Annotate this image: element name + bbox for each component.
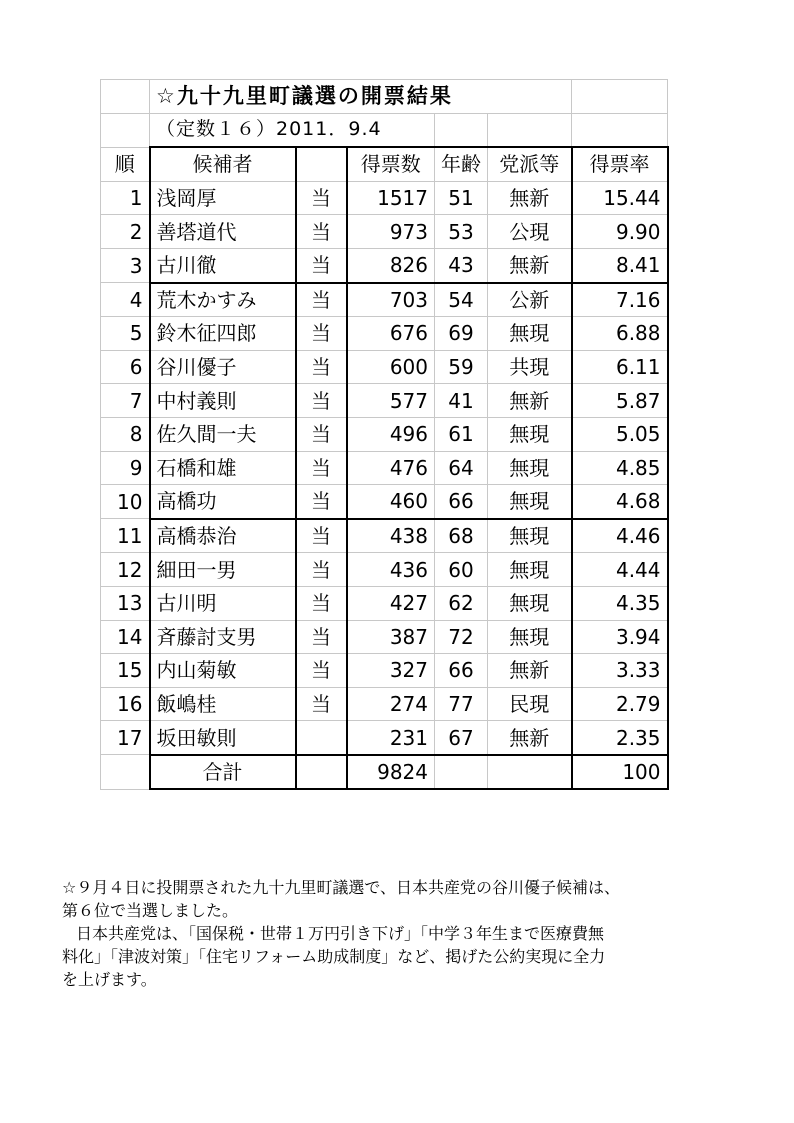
- title-row: [101, 80, 668, 114]
- rate-cell: 3.33: [572, 654, 668, 688]
- note-line-5: を上げます。: [62, 970, 157, 989]
- age-cell: 67: [435, 721, 488, 755]
- table-row: [101, 181, 668, 215]
- party-cell: 無現: [488, 485, 572, 519]
- age-cell: 72: [435, 620, 488, 654]
- party-cell: 無現: [488, 519, 572, 553]
- header-row: [101, 147, 668, 181]
- rank-cell: 3: [101, 248, 150, 282]
- rank-cell: 1: [101, 181, 150, 215]
- elected-mark: 当: [296, 687, 347, 721]
- candidate-name: 高橋恭治: [150, 519, 296, 553]
- votes-cell: 274: [347, 687, 435, 721]
- age-cell: 41: [435, 384, 488, 418]
- votes-cell: 231: [347, 721, 435, 755]
- note-line-2: 第６位で当選しました。: [62, 901, 239, 920]
- rate-cell: 2.79: [572, 687, 668, 721]
- rate-cell: 5.87: [572, 384, 668, 418]
- elected-mark: 当: [296, 451, 347, 485]
- rate-cell: 4.35: [572, 586, 668, 620]
- age-cell: 54: [435, 283, 488, 317]
- elected-mark: 当: [296, 553, 347, 587]
- elected-mark: 当: [296, 485, 347, 519]
- candidate-name: 古川明: [150, 586, 296, 620]
- rate-cell: 6.11: [572, 350, 668, 384]
- rank-cell: 17: [101, 721, 150, 755]
- rank-cell: 10: [101, 485, 150, 519]
- rate-cell: 5.05: [572, 417, 668, 451]
- votes-cell: 1517: [347, 181, 435, 215]
- candidate-name: 坂田敏則: [150, 721, 296, 755]
- age-cell: 69: [435, 317, 488, 351]
- table-row: [101, 215, 668, 249]
- rank-cell: 2: [101, 215, 150, 249]
- table-row: [101, 248, 668, 282]
- votes-cell: 577: [347, 384, 435, 418]
- rank-cell: 4: [101, 283, 150, 317]
- age-cell: 51: [435, 181, 488, 215]
- age-cell: 53: [435, 215, 488, 249]
- party-cell: 無新: [488, 181, 572, 215]
- rank-cell: 11: [101, 519, 150, 553]
- rate-cell: 4.46: [572, 519, 668, 553]
- elected-mark: [296, 721, 347, 755]
- elected-mark: 当: [296, 248, 347, 282]
- elected-mark: 当: [296, 283, 347, 317]
- table-row: [101, 485, 668, 519]
- age-cell: 61: [435, 417, 488, 451]
- header-rate: 得票率: [572, 147, 668, 181]
- candidate-name: 中村義則: [150, 384, 296, 418]
- party-cell: 公新: [488, 283, 572, 317]
- rank-cell: 15: [101, 654, 150, 688]
- table-row: [101, 451, 668, 485]
- table-row: [101, 317, 668, 351]
- candidate-name: 荒木かすみ: [150, 283, 296, 317]
- votes-cell: 496: [347, 417, 435, 451]
- rate-cell: 4.85: [572, 451, 668, 485]
- rate-cell: 4.44: [572, 553, 668, 587]
- age-cell: 66: [435, 654, 488, 688]
- rank-cell: 13: [101, 586, 150, 620]
- age-cell: 64: [435, 451, 488, 485]
- total-label: 合計: [150, 755, 296, 790]
- subtitle-row: [101, 113, 668, 147]
- elected-mark: 当: [296, 350, 347, 384]
- rank-cell: 8: [101, 417, 150, 451]
- party-cell: 無新: [488, 654, 572, 688]
- note-line-1: ☆９月４日に投開票された九十九里町議選で、日本共産党の谷川優子候補は、: [62, 878, 621, 897]
- candidate-name: 高橋功: [150, 485, 296, 519]
- seat-count-date: （定数１６）2011．9.4: [150, 113, 435, 147]
- votes-cell: 600: [347, 350, 435, 384]
- rank-cell: 7: [101, 384, 150, 418]
- elected-mark: 当: [296, 417, 347, 451]
- votes-cell: 460: [347, 485, 435, 519]
- total-rate: 100: [572, 755, 668, 790]
- candidate-name: 善塔道代: [150, 215, 296, 249]
- header-party: 党派等: [488, 147, 572, 181]
- rate-cell: 15.44: [572, 181, 668, 215]
- votes-cell: 436: [347, 553, 435, 587]
- elected-mark: 当: [296, 654, 347, 688]
- party-cell: 公現: [488, 215, 572, 249]
- table-row: [101, 654, 668, 688]
- rank-cell: 14: [101, 620, 150, 654]
- elected-mark: 当: [296, 384, 347, 418]
- total-votes: 9824: [347, 755, 435, 790]
- table-row: [101, 721, 668, 755]
- party-cell: 無新: [488, 384, 572, 418]
- votes-cell: 973: [347, 215, 435, 249]
- note-line-4: 料化」「津波対策」「住宅リフォーム助成制度」など、掲げた公約実現に全力: [62, 947, 606, 966]
- header-votes: 得票数: [347, 147, 435, 181]
- rank-cell: 5: [101, 317, 150, 351]
- election-results-table: [100, 79, 669, 790]
- elected-mark: 当: [296, 181, 347, 215]
- table-row: [101, 620, 668, 654]
- candidate-name: 佐久間一夫: [150, 417, 296, 451]
- votes-cell: 826: [347, 248, 435, 282]
- candidate-name: 飯嶋桂: [150, 687, 296, 721]
- rank-cell: 6: [101, 350, 150, 384]
- table-row: [101, 687, 668, 721]
- votes-cell: 438: [347, 519, 435, 553]
- rate-cell: 4.68: [572, 485, 668, 519]
- elected-mark: 当: [296, 317, 347, 351]
- rate-cell: 3.94: [572, 620, 668, 654]
- age-cell: 60: [435, 553, 488, 587]
- note-line-3: 日本共産党は、「国保税・世帯１万円引き下げ」「中学３年生まで医療費無: [76, 924, 605, 943]
- party-cell: 無現: [488, 586, 572, 620]
- elected-mark: 当: [296, 519, 347, 553]
- age-cell: 59: [435, 350, 488, 384]
- candidate-name: 細田一男: [150, 553, 296, 587]
- table-row: [101, 417, 668, 451]
- table-row: [101, 553, 668, 587]
- total-row: [101, 755, 668, 790]
- candidate-name: 石橋和雄: [150, 451, 296, 485]
- candidate-name: 谷川優子: [150, 350, 296, 384]
- age-cell: 62: [435, 586, 488, 620]
- rate-cell: 7.16: [572, 283, 668, 317]
- candidate-name: 古川徹: [150, 248, 296, 282]
- votes-cell: 327: [347, 654, 435, 688]
- commentary: [62, 876, 762, 991]
- age-cell: 66: [435, 485, 488, 519]
- candidate-name: 鈴木征四郎: [150, 317, 296, 351]
- rank-cell: 9: [101, 451, 150, 485]
- age-cell: 68: [435, 519, 488, 553]
- candidate-name: 内山菊敏: [150, 654, 296, 688]
- party-cell: 無現: [488, 553, 572, 587]
- rate-cell: 6.88: [572, 317, 668, 351]
- party-cell: 無新: [488, 248, 572, 282]
- header-rank: 順: [101, 147, 150, 181]
- party-cell: 無現: [488, 417, 572, 451]
- votes-cell: 387: [347, 620, 435, 654]
- header-age: 年齢: [435, 147, 488, 181]
- table-row: [101, 283, 668, 317]
- table-row: [101, 519, 668, 553]
- elected-mark: 当: [296, 215, 347, 249]
- table-row: [101, 384, 668, 418]
- header-candidate: 候補者: [150, 147, 296, 181]
- votes-cell: 703: [347, 283, 435, 317]
- table-row: [101, 586, 668, 620]
- rate-cell: 2.35: [572, 721, 668, 755]
- party-cell: 無現: [488, 620, 572, 654]
- age-cell: 43: [435, 248, 488, 282]
- votes-cell: 676: [347, 317, 435, 351]
- rate-cell: 8.41: [572, 248, 668, 282]
- party-cell: 無新: [488, 721, 572, 755]
- party-cell: 無現: [488, 451, 572, 485]
- rank-cell: 16: [101, 687, 150, 721]
- rate-cell: 9.90: [572, 215, 668, 249]
- votes-cell: 427: [347, 586, 435, 620]
- elected-mark: 当: [296, 586, 347, 620]
- candidate-name: 浅岡厚: [150, 181, 296, 215]
- elected-mark: 当: [296, 620, 347, 654]
- candidate-name: 斉藤討支男: [150, 620, 296, 654]
- rank-cell: 12: [101, 553, 150, 587]
- table-row: [101, 350, 668, 384]
- party-cell: 無現: [488, 317, 572, 351]
- age-cell: 77: [435, 687, 488, 721]
- table-title: ☆九十九里町議選の開票結果: [150, 80, 572, 114]
- votes-cell: 476: [347, 451, 435, 485]
- party-cell: 共現: [488, 350, 572, 384]
- party-cell: 民現: [488, 687, 572, 721]
